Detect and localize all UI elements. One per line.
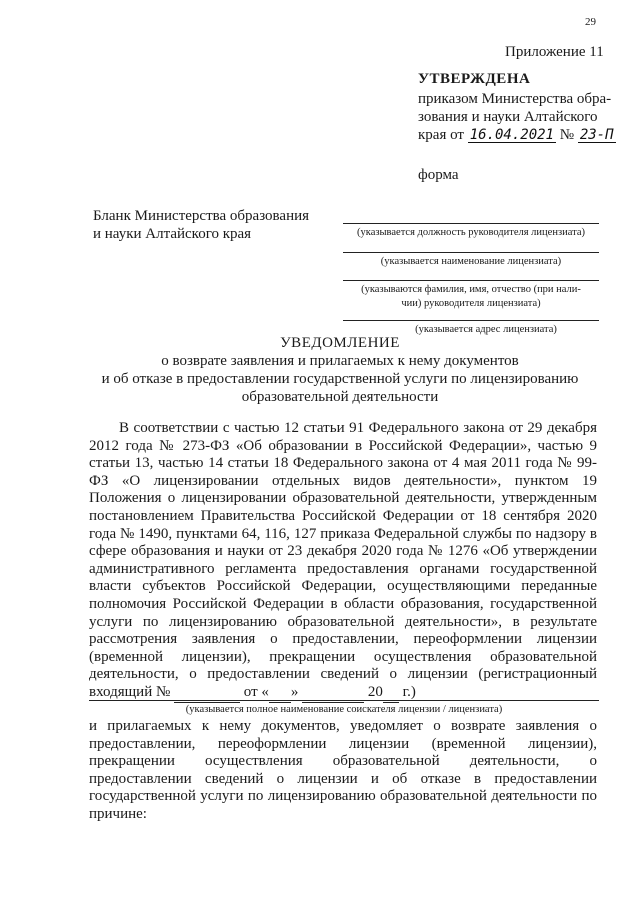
fio-rule [343,280,599,281]
notice-subtitle-2: и об отказе в предоставлении государственной услуги по лицензированию [101,371,579,387]
approval-line-3 [418,127,616,144]
approval-line-1: приказом Министерства обра- [418,91,612,107]
approval-line-2: зования и науки Алтайского [418,109,598,125]
approval-date-handwritten: 16.04.2021 [469,127,554,143]
notice-subtitle-3: образовательной деятельности [241,389,439,405]
body-paragraph-1 [89,420,597,703]
date-quote-close: » [290,683,299,700]
date-from-label: от « [243,683,269,700]
name-rule [343,252,599,253]
appendix-label: Приложение 11 [505,44,604,60]
date-year-suffix: г.) [402,683,416,700]
approval-heading: УТВЕРЖДЕНА [418,71,531,87]
applicant-caption: (указывается полное наименование соискателя лицензии / лицензиата) [185,704,503,715]
date-year-prefix: 20 [367,683,383,700]
fio-caption-line-2: чии) руководителя лицензиата) [401,298,541,309]
position-rule [343,223,599,224]
approval-date-prefix: края от [418,127,464,143]
blank-line-1: Бланк Министерства образования [93,208,310,224]
blank-line-2: и науки Алтайского края [93,226,252,242]
page-number: 29 [585,16,596,28]
fio-caption-line-1: (указываются фамилия, имя, отчество (при нали- [361,284,581,295]
notice-title: УВЕДОМЛЕНИЕ [280,335,400,351]
body-paragraph-2: и прилагаемых к нему документов, уведомляет о возврате заявления о предоставлении, переоформлении лицензии (временной лицензии), прекращении осуществления образовательной деятельности, о предоставлении сведений о лицензии и об отказе в предоставлении государственной услуги по лицензированию образовательной деятельности по причине: [89,718,597,822]
form-label: форма [418,167,459,183]
body-paragraph-1-text: В соответствии с частью 12 статьи 91 Федерального закона от 29 декабря 2012 года № 273-ФЗ «Об образовании в Российской Федерации», частью 9 статьи 13, частью 14 статьи 18 Федерального закона от 4 мая 2011 года № 99-ФЗ «О лицензировании отдельных видов деятельности», пунктом 19 Положения о лицензировании образовательной деятельности, утвержденным постановлением Правительства Российской Федерации от 18 сентября 2020 года № 1490, пунктами 64, 116, 127 приказа Федеральной службы по надзору в сфере образования и науки от 23 декабря 2020 года № 1276 «Об утверждении административного регламента предоставления органами государственной власти субъектов Российской Федерации, осуществляющими переданные полномочия Российской Федерации в области образования, государственной услуги по лицензированию образовательной деятельности», в результате рассмотрения заявления о предоставлении, переоформлении лицензии (временной лицензии), прекращении осуществления образовательной деятельности, о предоставлении сведений о лицензии (регистрационный входящий № [89,420,597,700]
address-rule [343,320,599,321]
name-caption: (указывается наименование лицензиата) [380,256,562,267]
position-caption: (указывается должность руководителя лицензиата) [357,227,585,238]
applicant-rule [89,700,599,701]
approval-number-prefix: № [559,127,575,143]
address-caption: (указывается адрес лицензиата) [415,324,557,335]
notice-subtitle-1: о возврате заявления и прилагаемых к нему документов [161,353,519,369]
approval-number-handwritten: 23-П [579,127,614,143]
